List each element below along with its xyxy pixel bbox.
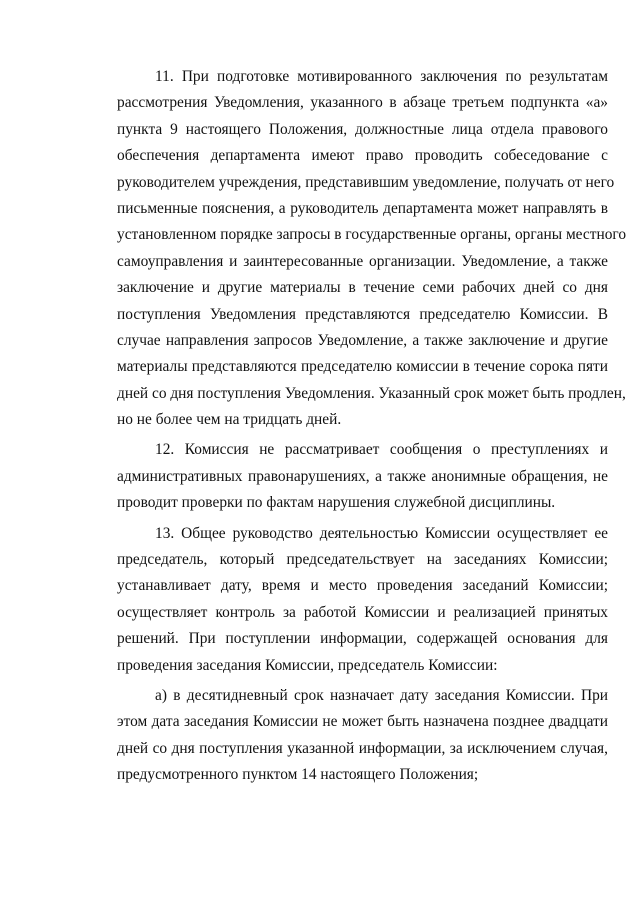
text-line: решений. При поступлении информации, содержащей основания для (117, 630, 608, 648)
text-line: обеспечения департамента имеют право проводить собеседование с (117, 147, 608, 165)
text-line: устанавливает дату, время и место проведения заседаний Комиссии; (117, 577, 608, 595)
text-line: пункта 9 настоящего Положения, должностные лица отдела правового (117, 120, 608, 138)
paragraph-p13a (117, 683, 608, 789)
paragraph-p12 (117, 437, 608, 516)
text-line: случае направления запросов Уведомление, а также заключение и другие (117, 331, 608, 349)
text-line: дней со дня поступления указанной информации, за исключением случая, (117, 739, 608, 757)
text-line: письменные пояснения, а руководитель департамента может направлять в (117, 199, 608, 217)
text-line: заключение и другие материалы в течение семи рабочих дней со дня (117, 279, 608, 297)
text-line: 13. Общее руководство деятельностью Комиссии осуществляет ее (155, 524, 608, 542)
text-line: дней со дня поступления Уведомления. Указанный срок может быть продлен, (117, 384, 626, 402)
text-line: а) в десятидневный срок назначает дату заседания Комиссии. При (155, 686, 608, 704)
paragraph-p11 (117, 64, 627, 433)
text-line: председатель, который председательствует на заседаниях Комиссии; (117, 551, 608, 569)
text-line: осуществляет контроль за работой Комиссии и реализацией принятых (117, 603, 608, 621)
text-line: административных правонарушениях, а также анонимные обращения, не (117, 467, 608, 485)
text-line: руководителем учреждения, представившим уведомление, получать от него (117, 173, 615, 191)
text-line: проводит проверки по фактам нарушения служебной дисциплины. (117, 494, 556, 512)
text-line: установленном порядке запросы в государственные органы, органы местного (117, 226, 627, 244)
text-line: 12. Комиссия не рассматривает сообщения о преступлениях и (155, 441, 608, 459)
text-line: этом дата заседания Комиссии не может быть назначена позднее двадцати (117, 713, 608, 731)
document-body (117, 64, 627, 789)
text-line: проведения заседания Комиссии, председатель Комиссии: (117, 656, 498, 674)
text-line: предусмотренного пунктом 14 настоящего Положения; (117, 766, 479, 784)
text-line: материалы представляются председателю комиссии в течение сорока пяти (117, 358, 608, 376)
text-line: 11. При подготовке мотивированного заключения по результатам (155, 68, 608, 85)
text-line: рассмотрения Уведомления, указанного в абзаце третьем подпункта «а» (117, 94, 608, 112)
text-line: поступления Уведомления представляются председателю Комиссии. В (117, 305, 608, 323)
paragraph-p13 (117, 521, 608, 679)
text-line: самоуправления и заинтересованные организации. Уведомление, а также (117, 252, 608, 270)
text-line: но не более чем на тридцать дней. (117, 411, 342, 429)
